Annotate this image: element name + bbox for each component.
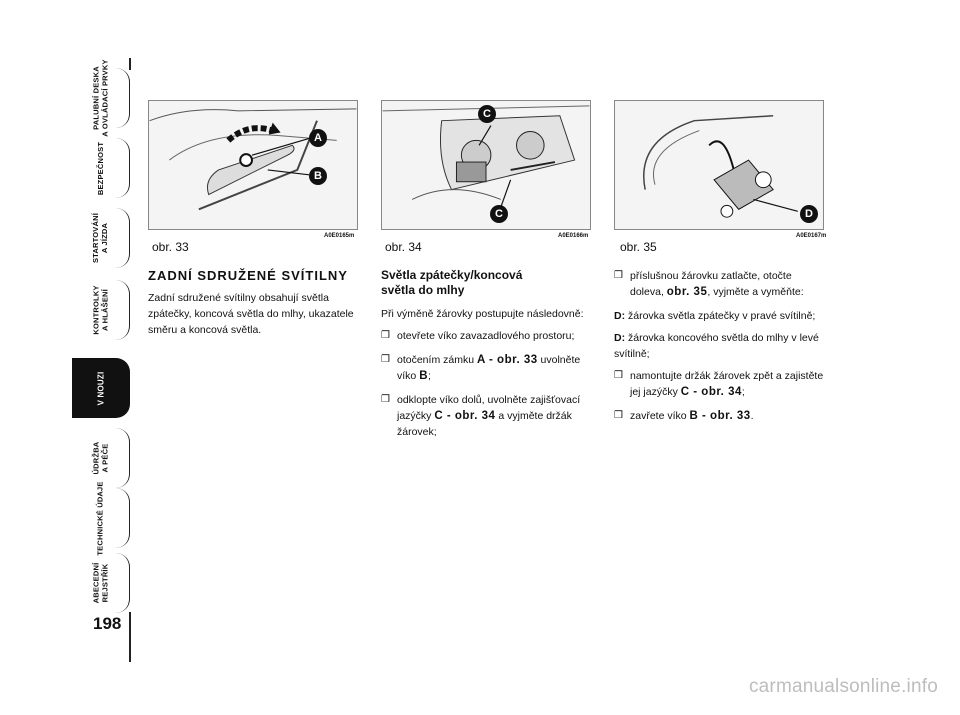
- list-item: ❒ namontujte držák žárovek zpět a zajistěte jej jazýčky C - obr. 34;: [614, 370, 824, 398]
- tab-label: V NOUZI: [96, 371, 106, 405]
- figure-code: A0E0165m: [324, 233, 355, 239]
- checkbox-bullet-icon: ❒: [614, 370, 623, 381]
- page-number: 198: [93, 614, 122, 633]
- tab-palubni-deska[interactable]: [72, 59, 130, 137]
- figure-caption: obr. 34: [385, 240, 422, 254]
- chapter-tabs: [72, 59, 130, 633]
- intro-paragraph: Zadní sdružené svítilny obsahují světla zpátečky, koncová světla do mlhy, ukazatele směru a koncová světla.: [148, 292, 354, 336]
- callout-c-bottom: C: [490, 205, 508, 223]
- figure-35-drawing: [615, 101, 823, 229]
- section-heading: ZADNÍ SDRUŽENÉ SVÍTILNY: [148, 268, 348, 283]
- checkbox-bullet-icon: ❒: [381, 354, 390, 365]
- tab-technicke-udaje[interactable]: [72, 480, 130, 556]
- checkbox-bullet-icon: ❒: [614, 270, 623, 281]
- tab-startovani[interactable]: [72, 208, 130, 268]
- tab-bezpecnost[interactable]: [72, 138, 130, 198]
- checkbox-bullet-icon: ❒: [381, 330, 390, 341]
- column-2: [381, 268, 597, 448]
- figure-caption: obr. 35: [620, 240, 657, 254]
- tab-label: ABECEDNÍ REJSTŘÍK: [91, 562, 110, 604]
- list-item: ❒ otevřete víko zavazadlového prostoru;: [381, 330, 575, 342]
- callout-d: D: [800, 205, 818, 223]
- figure-code: A0E0167m: [796, 233, 827, 239]
- checkbox-bullet-icon: ❒: [381, 394, 390, 405]
- tab-rail-bottom: [129, 612, 131, 662]
- callout-a: A: [309, 129, 327, 147]
- list-item: ❒ příslušnou žárovku zatlačte, otočte doleva, obr. 35, vyjměte a vyměňte:: [614, 270, 804, 298]
- subheading: Světla zpátečky/koncová světla do mlhy: [381, 268, 523, 297]
- tab-label: PALUBNÍ DESKA A OVLÁDACÍ PRVKY: [91, 59, 110, 137]
- tab-rail-top: [129, 58, 131, 70]
- list-item: ❒ odklopte víko dolů, uvolněte zajišťovací jazýčky C - obr. 34 a vyjměte držák žárovek;: [381, 394, 581, 438]
- tab-label: KONTROLKY A HLÁŠENÍ: [91, 285, 110, 335]
- checkbox-bullet-icon: ❒: [614, 410, 623, 421]
- tab-abecedni-rejstrik[interactable]: [72, 553, 130, 613]
- column-1: [148, 268, 362, 344]
- list-item: ❒ otočením zámku A - obr. 33 uvolněte víko B;: [381, 354, 581, 382]
- callout-b: B: [309, 167, 327, 185]
- tab-label: BEZPEČNOST: [95, 141, 105, 195]
- column-3: [614, 268, 828, 432]
- bulb-d-left: D: žárovka koncového světla do mlhy v levé svítilně;: [614, 332, 819, 360]
- tab-label: STARTOVÁNÍ A JÍZDA: [91, 212, 110, 264]
- figure-33: [148, 100, 358, 230]
- figure-33-drawing: [149, 101, 357, 229]
- tab-kontrolky[interactable]: [72, 280, 130, 340]
- bulb-d-right: D: žárovka světla zpátečky v pravé svítilně;: [614, 310, 816, 322]
- watermark: carmanualsonline.info: [748, 676, 938, 697]
- figure-caption: obr. 33: [152, 240, 189, 254]
- figure-34: [381, 100, 591, 230]
- tab-label: ÚDRŽBA A PÉČE: [91, 441, 110, 475]
- callout-c-top: C: [478, 105, 496, 123]
- figure-code: A0E0166m: [558, 233, 589, 239]
- tab-label: TECHNICKÉ ÚDAJE: [96, 480, 106, 556]
- tab-v-nouzi[interactable]: [72, 358, 130, 418]
- procedure-intro: Při výměně žárovky postupujte následovně:: [381, 308, 584, 320]
- figure-35: [614, 100, 824, 230]
- tab-udrzba[interactable]: [72, 428, 130, 488]
- list-item: ❒ zavřete víko B - obr. 33.: [614, 410, 754, 422]
